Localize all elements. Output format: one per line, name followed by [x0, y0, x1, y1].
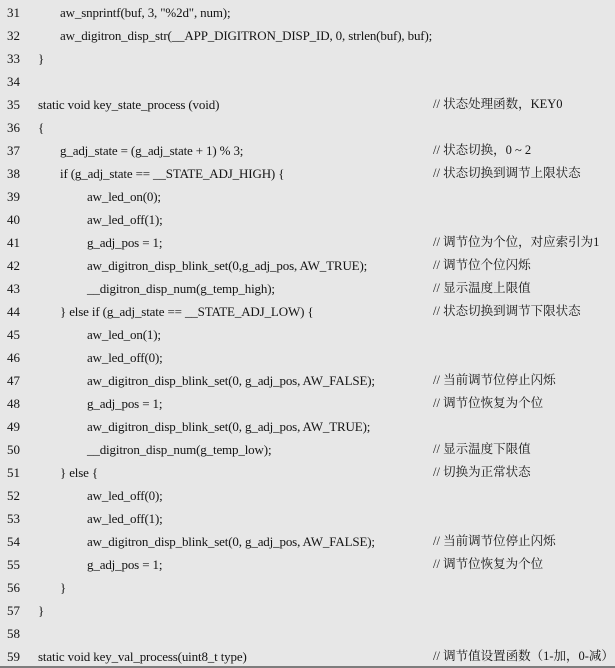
- line-number: 59: [7, 649, 20, 664]
- code-text: aw_led_off(1);: [87, 212, 163, 227]
- code-line: [0, 461, 615, 484]
- code-text: aw_snprintf(buf, 3, "%2d", num);: [60, 5, 231, 20]
- line-number: 41: [7, 235, 20, 250]
- code-line: [0, 24, 615, 47]
- code-line: [0, 162, 615, 185]
- code-text: g_adj_state = (g_adj_state + 1) % 3;: [60, 143, 244, 158]
- line-number: 39: [7, 189, 20, 204]
- code-text: } else {: [60, 465, 98, 480]
- comment-text: // 状态切换到调节上限状态: [433, 166, 581, 180]
- code-line: [0, 116, 615, 139]
- code-text: g_adj_pos = 1;: [87, 235, 163, 250]
- code-line: [0, 47, 615, 70]
- line-number: 45: [7, 327, 20, 342]
- comment-text: // 调节位恢复为个位: [433, 557, 544, 571]
- comment-text: // 调节位恢复为个位: [433, 396, 544, 410]
- code-line: [0, 208, 615, 231]
- line-number: 38: [7, 166, 20, 181]
- code-line: [0, 231, 615, 254]
- comment-text: // 状态切换到调节下限状态: [433, 304, 581, 318]
- comment-text: // 切换为正常状态: [433, 465, 531, 479]
- line-number: 51: [7, 465, 20, 480]
- code-line: [0, 438, 615, 461]
- line-number: 49: [7, 419, 20, 434]
- line-number: 32: [7, 28, 20, 43]
- comment-text: // 调节位为个位，对应索引为1: [433, 235, 600, 249]
- line-number: 57: [7, 603, 20, 618]
- line-number: 53: [7, 511, 20, 526]
- comment-text: // 显示温度上限值: [433, 281, 531, 295]
- line-number: 40: [7, 212, 20, 227]
- code-text: aw_led_on(0);: [87, 189, 161, 204]
- code-text: aw_digitron_disp_blink_set(0, g_adj_pos, AW_FALSE);: [87, 534, 375, 549]
- code-line: [0, 622, 615, 645]
- code-text: aw_led_on(1);: [87, 327, 161, 342]
- line-number: 52: [7, 488, 20, 503]
- code-text: g_adj_pos = 1;: [87, 396, 163, 411]
- code-text: static void key_state_process (void): [38, 97, 220, 112]
- comment-text: // 当前调节位停止闪烁: [433, 373, 556, 387]
- code-text: aw_digitron_disp_str(__APP_DIGITRON_DISP_ID, 0, strlen(buf), buf);: [60, 28, 433, 43]
- code-line: [0, 254, 615, 277]
- code-line: [0, 415, 615, 438]
- code-text: {: [38, 120, 45, 135]
- line-number: 54: [7, 534, 20, 549]
- comment-text: // 显示温度下限值: [433, 442, 531, 456]
- code-line: [0, 70, 615, 93]
- line-number: 35: [7, 97, 20, 112]
- code-text: }: [38, 603, 45, 618]
- code-line: [0, 369, 615, 392]
- code-text: if (g_adj_state == __STATE_ADJ_HIGH) {: [60, 166, 285, 181]
- code-line: [0, 507, 615, 530]
- code-text: aw_led_off(1);: [87, 511, 163, 526]
- line-number: 55: [7, 557, 20, 572]
- code-line: [0, 645, 615, 668]
- line-number: 36: [7, 120, 20, 135]
- code-text: aw_digitron_disp_blink_set(0, g_adj_pos, AW_TRUE);: [87, 419, 371, 434]
- code-line: [0, 323, 615, 346]
- line-number: 34: [7, 74, 20, 89]
- comment-text: // 状态切换，0 ~ 2: [433, 143, 532, 157]
- comment-text: // 当前调节位停止闪烁: [433, 534, 556, 548]
- comment-text: // 调节值设置函数（1-加，0-减）: [433, 649, 614, 663]
- code-text: } else if (g_adj_state == __STATE_ADJ_LOW) {: [60, 304, 314, 319]
- code-text: g_adj_pos = 1;: [87, 557, 163, 572]
- code-text: aw_led_off(0);: [87, 350, 163, 365]
- line-number: 43: [7, 281, 20, 296]
- code-line: [0, 599, 615, 622]
- code-line: [0, 346, 615, 369]
- line-number: 46: [7, 350, 20, 365]
- code-text: }: [60, 580, 67, 595]
- code-line: [0, 576, 615, 599]
- code-line: [0, 392, 615, 415]
- code-text: __digitron_disp_num(g_temp_high);: [87, 281, 275, 296]
- code-line: [0, 484, 615, 507]
- line-number: 44: [7, 304, 20, 319]
- code-text: aw_led_off(0);: [87, 488, 163, 503]
- line-number: 48: [7, 396, 20, 411]
- code-line: [0, 139, 615, 162]
- line-number: 37: [7, 143, 20, 158]
- line-number: 31: [7, 5, 20, 20]
- code-text: }: [38, 51, 45, 66]
- code-line: [0, 93, 615, 116]
- code-line: [0, 1, 615, 24]
- line-number: 47: [7, 373, 20, 388]
- comment-text: // 状态处理函数，KEY0: [433, 97, 563, 111]
- line-number: 33: [7, 51, 20, 66]
- code-line: [0, 185, 615, 208]
- line-number: 50: [7, 442, 20, 457]
- code-text: __digitron_disp_num(g_temp_low);: [87, 442, 272, 457]
- code-text: aw_digitron_disp_blink_set(0,g_adj_pos, AW_TRUE);: [87, 258, 368, 273]
- line-number: 42: [7, 258, 20, 273]
- code-text: aw_digitron_disp_blink_set(0, g_adj_pos, AW_FALSE);: [87, 373, 375, 388]
- line-number: 58: [7, 626, 20, 641]
- code-line: [0, 277, 615, 300]
- code-line: [0, 530, 615, 553]
- line-number: 56: [7, 580, 20, 595]
- code-text: static void key_val_process(uint8_t type): [38, 649, 247, 664]
- code-line: [0, 300, 615, 323]
- comment-text: // 调节位个位闪烁: [433, 258, 531, 272]
- code-line: [0, 553, 615, 576]
